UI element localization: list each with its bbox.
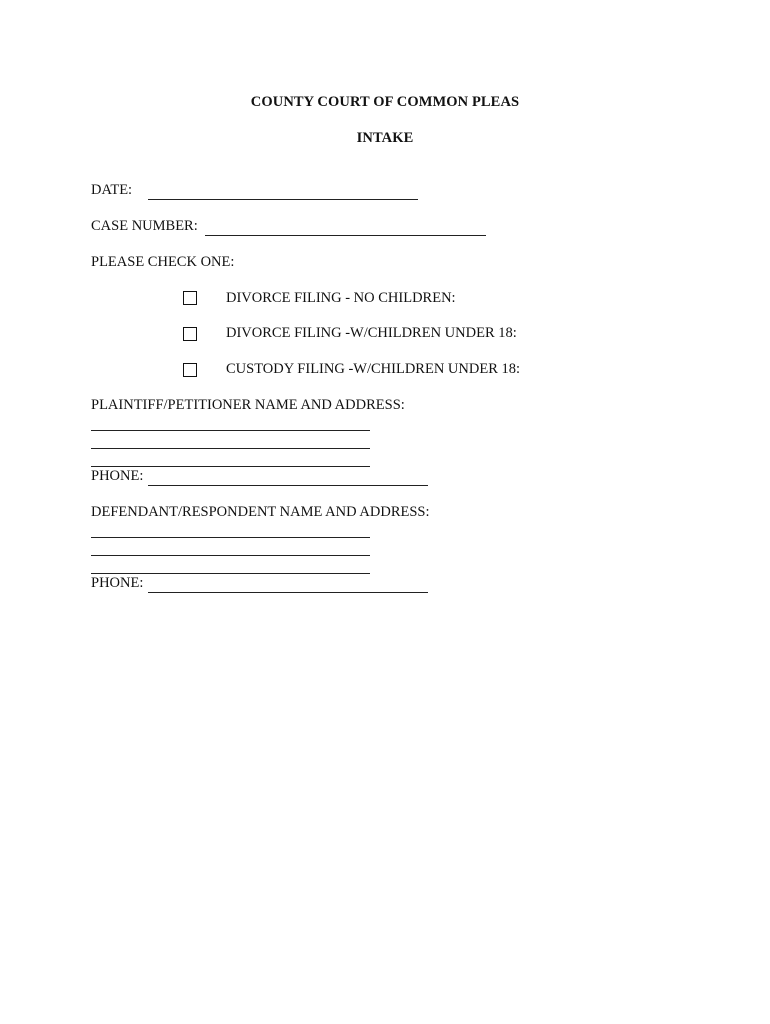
defendant-phone-field[interactable]	[148, 576, 428, 593]
case-number-field[interactable]	[205, 219, 486, 236]
divorce-no-children-checkbox[interactable]	[183, 291, 197, 305]
divorce-with-children-label: DIVORCE FILING -W/CHILDREN UNDER 18:	[226, 325, 517, 341]
case-number-label: CASE NUMBER:	[91, 218, 198, 234]
divorce-no-children-label: DIVORCE FILING - NO CHILDREN:	[226, 290, 456, 306]
check-one-prompt: PLEASE CHECK ONE:	[91, 254, 235, 270]
defendant-phone-label: PHONE:	[91, 575, 144, 591]
custody-with-children-checkbox[interactable]	[183, 363, 197, 377]
custody-with-children-label: CUSTODY FILING -W/CHILDREN UNDER 18:	[226, 361, 521, 377]
plaintiff-address-line-1[interactable]	[91, 414, 370, 431]
date-label: DATE:	[91, 182, 133, 198]
date-field[interactable]	[148, 183, 418, 200]
defendant-label: DEFENDANT/RESPONDENT NAME AND ADDRESS:	[91, 504, 430, 520]
court-title: COUNTY COURT OF COMMON PLEAS	[250, 94, 520, 110]
form-title: INTAKE	[356, 130, 414, 146]
plaintiff-label: PLAINTIFF/PETITIONER NAME AND ADDRESS:	[91, 397, 405, 413]
defendant-address-line-3[interactable]	[91, 557, 370, 574]
defendant-address-line-1[interactable]	[91, 521, 370, 538]
plaintiff-address-line-2[interactable]	[91, 432, 370, 449]
plaintiff-address-line-3[interactable]	[91, 450, 370, 467]
defendant-address-line-2[interactable]	[91, 539, 370, 556]
plaintiff-phone-field[interactable]	[148, 469, 428, 486]
plaintiff-phone-label: PHONE:	[91, 468, 144, 484]
divorce-with-children-checkbox[interactable]	[183, 327, 197, 341]
